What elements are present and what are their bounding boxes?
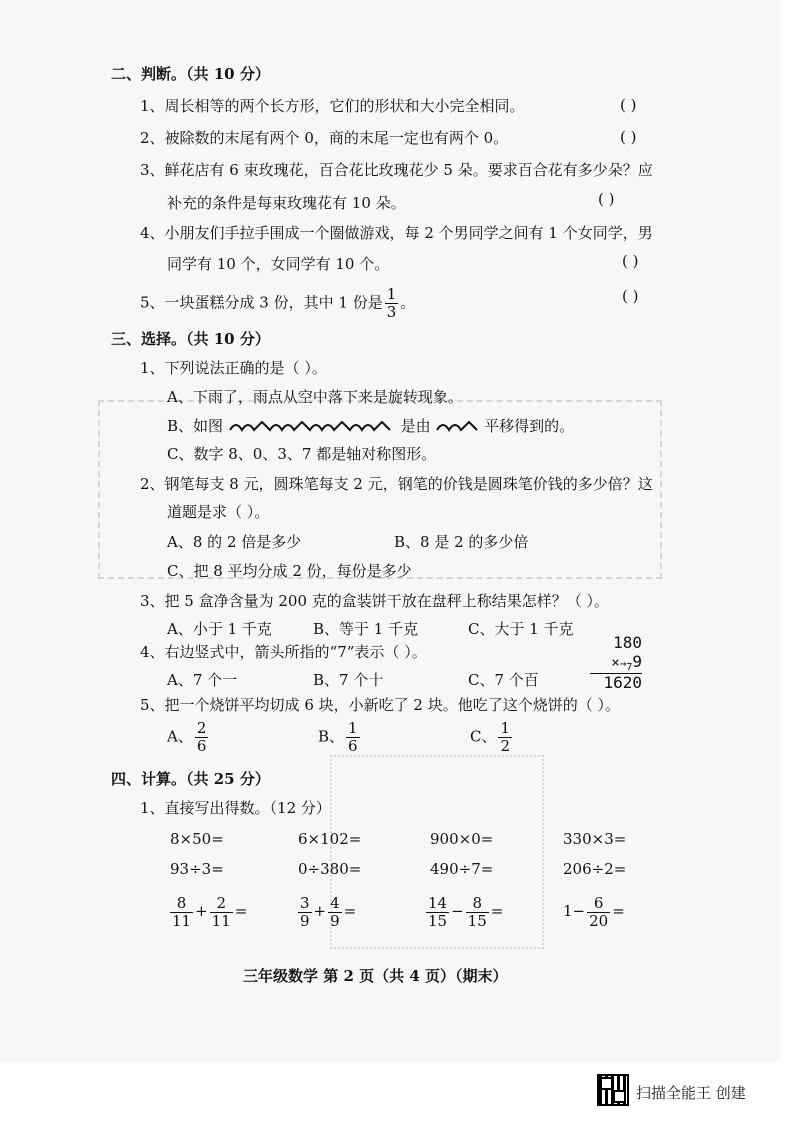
judge-item-5: 5、一块蛋糕分成 3 份，其中 1 份是 $\frac{1}{3}$ 。 [140,285,416,321]
calc-r1-c2: 6×102= [298,830,362,848]
calc-r1-c3: 900×0= [430,830,494,848]
judge-item-2: 2、被除数的末尾有两个 0，商的末尾一定也有两个 0。 [140,129,509,147]
choice-q2-option-b[interactable]: B、8 是 2 的多少倍 [394,533,529,551]
calc-sub1-title: 1、直接写出得数。（12 分） [140,799,331,817]
calc-r3-c1: $\frac{8}{11}$ + $\frac{2}{11}$ = [172,893,248,930]
section4-title: 四、计算。（共 25 分） [111,770,270,788]
choice-q2-stem: 2、钢笔每支 8 元，圆珠笔每支 2 元，钢笔的价钱是圆珠笔价钱的多少倍？这 [140,475,653,493]
choice-q4-option-c[interactable]: C、7 个百 [468,671,539,689]
choice-q1-option-c[interactable]: C、数字 8、0、3、7 都是轴对称图形。 [167,445,437,463]
choice-q3-option-b[interactable]: B、等于 1 千克 [313,620,419,638]
choice-q2-option-c[interactable]: C、把 8 平均分成 2 份，每份是多少 [167,562,412,580]
choice-q5-stem: 5、把一个烧饼平均切成 6 块，小新吃了 2 块。他吃了这个烧饼的（ ）。 [140,696,620,714]
choice-q3-option-a[interactable]: A、小于 1 千克 [167,620,272,638]
section2-title: 二、判断。（共 10 分） [111,65,270,83]
fraction-one-third: $\frac{1}{3}$ [386,285,397,321]
choice-q1-option-b[interactable]: B、如图 是由 平移得到的。 [167,417,575,435]
choice-q5-option-b[interactable]: B、 $\frac{1}{6}$ [318,719,358,755]
calc-r3-c3: $\frac{14}{15}$ − $\frac{8}{15}$ = [428,893,504,930]
choice-q1-stem: 1、下列说法正确的是（ ）。 [140,359,327,377]
choice-q5-option-a[interactable]: A、 $\frac{2}{6}$ [167,719,207,755]
section3-title: 三、选择。（共 10 分） [111,330,270,348]
judge-item-4: 4、小朋友们手拉手围成一个圈做游戏，每 2 个男同学之间有 1 个女同学，男 [140,224,653,242]
calc-r2-c3: 490÷7= [430,860,494,878]
judge-item-4-cont: 同学有 10 个，女同学有 10 个。 [167,255,390,273]
calc-r3-c2: $\frac{3}{9}$ + $\frac{4}{9}$ = [300,893,357,930]
calc-r1-c1: 8×50= [170,830,224,848]
wave-unit-icon [435,418,479,436]
page-footer: 三年级数学 第 2 页（共 4 页）（期末） [243,967,508,985]
judge-item-1: 1、周长相等的两个长方形，它们的形状和大小完全相同。 [140,97,525,115]
choice-q5-option-c[interactable]: C、 $\frac{1}{2}$ [470,719,511,755]
scanner-brand: 扫描全能王 创建 [636,1084,746,1102]
choice-q2-stem-cont: 道题是求（ ）。 [167,503,270,521]
judge-answer-2[interactable]: ( ) [620,128,637,146]
arrow-icon: → [619,657,627,670]
judge-answer-3[interactable]: ( ) [598,190,615,208]
calc-r2-c4: 206÷2= [563,860,627,878]
choice-q1-option-a[interactable]: A、下雨了，雨点从空中落下来是旋转现象。 [167,388,463,406]
vertical-multiplication [590,634,650,694]
vertical-top-number: 180 [613,633,642,652]
choice-q2-option-a[interactable]: A、8 的 2 倍是多少 [167,533,302,551]
judge-item-5-text: 5、一块蛋糕分成 3 份，其中 1 份是 [140,293,383,312]
calc-r2-c1: 93÷3= [170,860,224,878]
wave-pattern-icon [228,418,396,436]
judge-item-3-cont: 补充的条件是每束玫瑰花有 10 朵。 [167,194,406,212]
vertical-multiplier: $\times\to_79$ [611,652,642,673]
calc-r2-c2: 0÷380= [298,860,362,878]
vertical-result: 1620 [603,673,642,692]
qr-code-icon [597,1074,629,1106]
judge-answer-4[interactable]: ( ) [622,252,639,270]
choice-q4-option-a[interactable]: A、7 个一 [167,671,238,689]
judge-answer-5[interactable]: ( ) [622,287,639,305]
choice-q4-option-b[interactable]: B、7 个十 [313,671,384,689]
choice-q3-stem: 3、把 5 盒净含量为 200 克的盒装饼干放在盘秤上称结果怎样？（ ）。 [140,592,610,610]
calc-r3-c4: 1− $\frac{6}{20}$ = [563,893,625,930]
choice-q4-stem: 4、右边竖式中，箭头所指的“7”表示（ ）。 [140,643,427,661]
choice-q3-option-c[interactable]: C、大于 1 千克 [468,620,574,638]
judge-answer-1[interactable]: ( ) [620,96,637,114]
calc-r1-c4: 330×3= [563,830,627,848]
judge-item-3: 3、鲜花店有 6 束玫瑰花，百合花比玫瑰花少 5 朵。要求百合花有多少朵？应 [140,161,653,179]
